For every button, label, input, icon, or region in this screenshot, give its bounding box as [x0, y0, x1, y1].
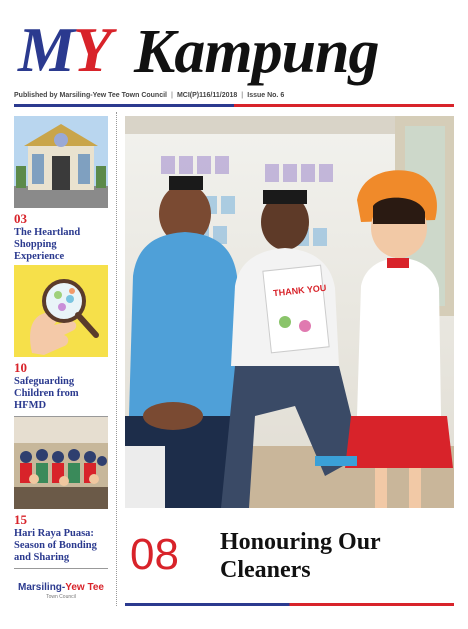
- mci-number: MCI(P)116/11/2018: [176, 92, 238, 99]
- publication-line: Published by Marsiling-Yew Tee Town Council | MCI(P)116/11/2018 | Issue No. 6: [14, 92, 285, 99]
- top-rule: [14, 104, 454, 107]
- cover-photo: [125, 116, 454, 508]
- page-number: 15: [14, 512, 27, 527]
- logo-letter-y: Y: [72, 14, 110, 85]
- sidebar-item-hari-raya[interactable]: [14, 417, 108, 569]
- feature-title: Honouring Our Cleaners: [220, 529, 381, 583]
- published-by: Published by Marsiling-Yew Tee Town Council: [14, 92, 167, 99]
- logo-subtitle: Town Council: [46, 594, 76, 600]
- building-photo: [14, 116, 108, 208]
- sidebar-item-title: The Heartland Shopping Experience: [14, 227, 81, 262]
- sidebar-item-hfmd[interactable]: [14, 265, 108, 417]
- divider: [14, 568, 108, 569]
- page-number: 03: [14, 211, 27, 226]
- card-text: THANK YOU: [272, 282, 327, 299]
- issue-number: Issue No. 6: [247, 92, 285, 99]
- town-council-logo: [14, 582, 108, 600]
- page-number: 10: [14, 360, 27, 375]
- feature-page-number: 08: [130, 530, 179, 579]
- logo-my: [18, 14, 110, 85]
- logo-letter-m: M: [18, 14, 73, 85]
- group-photo: [14, 417, 108, 509]
- logo-kampung: Kampung: [134, 18, 379, 86]
- masthead: [14, 10, 454, 90]
- logo-name: Marsiling-Yew Tee: [18, 582, 104, 593]
- column-divider: [116, 112, 117, 606]
- bottom-rule: [125, 603, 454, 606]
- sidebar-item-title: Hari Raya Puasa: Season of Bonding and Sharing: [14, 528, 97, 563]
- hand-magnifier-illustration: [14, 265, 108, 357]
- sidebar-item-heartland[interactable]: [14, 116, 108, 268]
- sidebar-item-title: Safeguarding Children from HFMD: [14, 376, 79, 411]
